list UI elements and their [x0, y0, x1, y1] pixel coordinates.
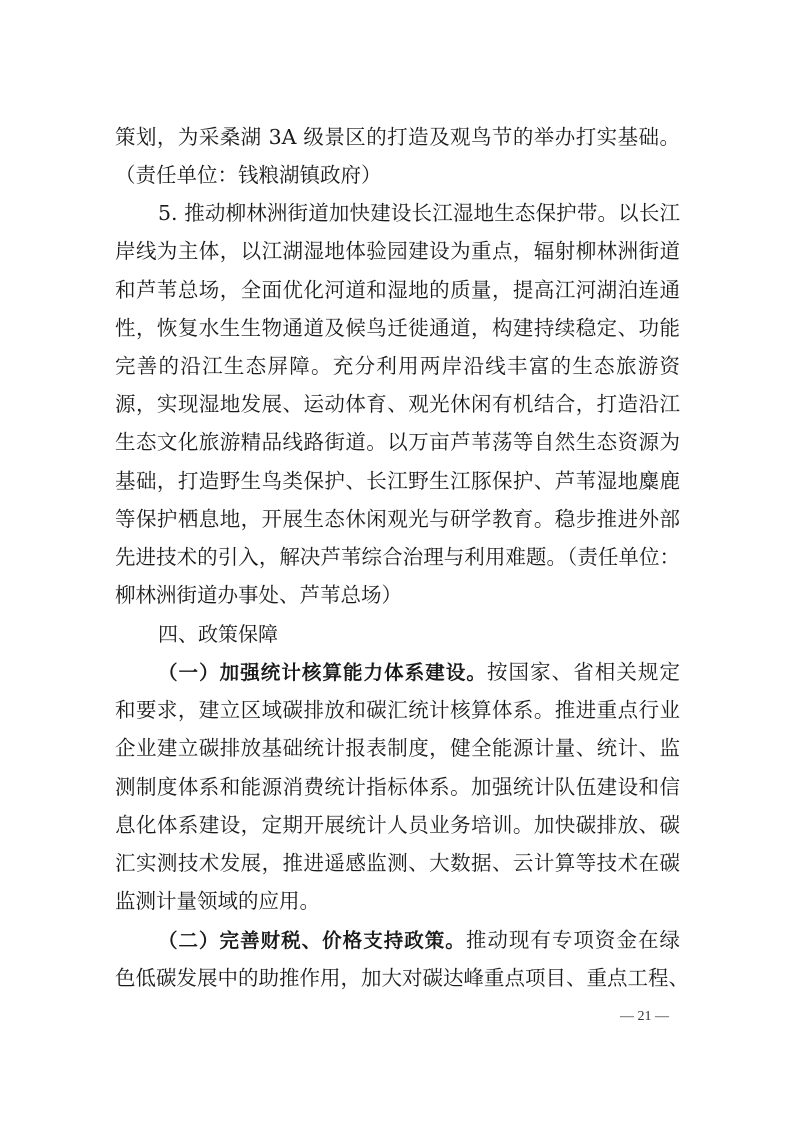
body-line: 岸线为主体，以江湖湿地体验园建设为重点，辐射柳林洲街道: [115, 239, 680, 263]
body-line: （责任单位：钱粮湖镇政府）: [115, 163, 382, 187]
body-line: 策划，为采桑湖 3A 级景区的打造及观鸟节的举办打实基础。: [115, 125, 680, 149]
body-line: 等保护栖息地，开展生态休闲观光与研学教育。稳步推进外部: [115, 507, 680, 531]
body-line: 性，恢复水生生物通道及候鸟迁徙通道，构建持续稳定、功能: [115, 316, 680, 340]
body-line: 柳林洲街道办事处、芦苇总场）: [115, 583, 402, 607]
body-line: 息化体系建设，定期开展统计人员业务培训。加快碳排放、碳: [115, 813, 680, 837]
body-line: 源，实现湿地发展、运动体育、观光休闲有机结合，打造沿江: [115, 392, 680, 416]
body-line: 5. 推动柳林洲街道加快建设长江湿地生态保护带。以长江: [158, 201, 680, 225]
body-line: 色低碳发展中的助推作用，加大对碳达峰重点项目、重点工程、: [115, 966, 689, 990]
paragraph-first-line: [158, 657, 680, 687]
body-line: 测制度体系和能源消费统计指标体系。加强统计队伍建设和信: [115, 775, 680, 799]
body-line: 和芦苇总场，全面优化河道和湿地的质量，提高江河湖泊连通: [115, 278, 680, 302]
paragraph-first-line: [158, 925, 680, 955]
bold-lead: （一）加强统计核算能力体系建设。: [158, 661, 487, 684]
body-line: 生态文化旅游精品线路街道。以万亩芦苇荡等自然生态资源为: [115, 430, 680, 454]
page-number: — 21 —: [620, 1009, 669, 1024]
first-line-rest: 按国家、省相关规定: [487, 660, 680, 684]
body-line: 完善的沿江生态屏障。充分利用两岸沿线丰富的生态旅游资: [115, 354, 680, 378]
body-line: 基础，打造野生鸟类保护、长江野生江豚保护、芦苇湿地麋鹿: [115, 469, 680, 493]
bold-lead: （二）完善财税、价格支持政策。: [158, 929, 466, 952]
first-line-rest: 推动现有专项资金在绿: [465, 928, 680, 952]
body-line: 汇实测技术发展，推进遥感监测、大数据、云计算等技术在碳: [115, 851, 680, 875]
body-line: 和要求，建立区域碳排放和碳汇统计核算体系。推进重点行业: [115, 698, 680, 722]
section-heading: 四、政策保障: [158, 622, 278, 646]
body-line: 监测计量领域的应用。: [115, 889, 320, 913]
body-line: 企业建立碳排放基础统计报表制度，健全能源计量、统计、监: [115, 736, 680, 760]
body-line: 先进技术的引入，解决芦苇综合治理与利用难题。（责任单位：: [115, 545, 680, 569]
